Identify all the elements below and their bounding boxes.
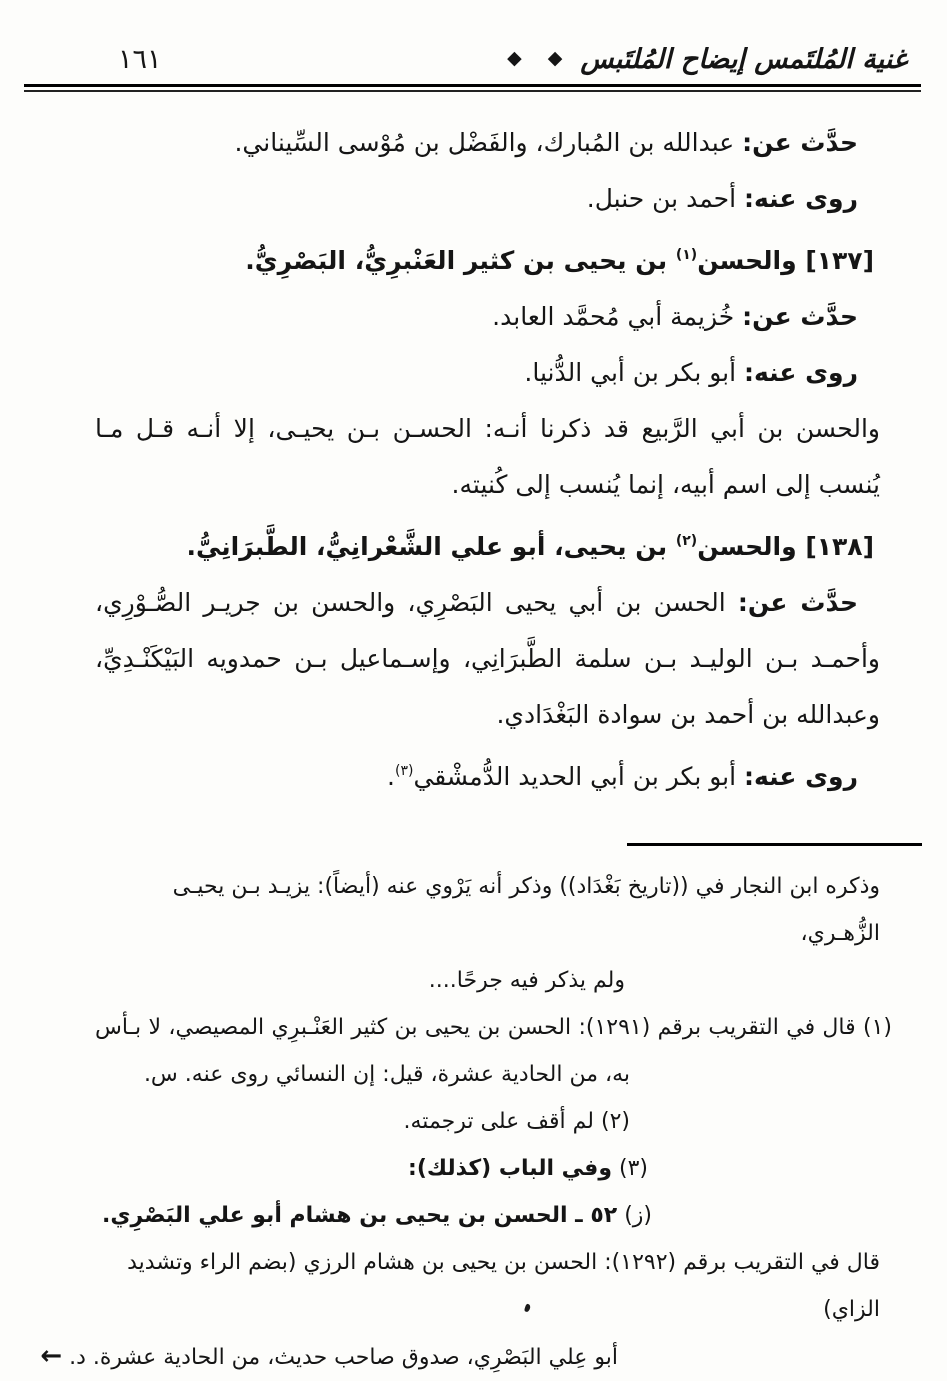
haddatha-label: حدَّث عن: [742, 302, 858, 331]
footnote-ref-2: (٢) [675, 533, 698, 549]
diamond-ornament-icon: ◆ ◆ [507, 46, 573, 69]
rawa-label: روى عنه: [744, 358, 858, 387]
haddatha-label: حدَّث عن: [742, 128, 858, 157]
teachers-line: وأحمـد بـن الوليـد بـن سلمة الطَّبرَانِي، وإسـماعيل بـن حمدويه البَيْكَنْـدِيِّ، [95, 644, 880, 673]
running-title-group [507, 44, 907, 75]
entry-138-nisba: بن يحيى، أبو علي الشَّعْرانِيُّ، الطَّبرَانِيُّ. [186, 532, 676, 561]
continuation-arrow-icon: ← [40, 1341, 63, 1371]
footnote-3-cont-text: أبو عِلي البَصْرِي، صدوق صاحب حديث، من الحادية عشرة. د. [62, 1345, 618, 1370]
footnote-3-text: وفي الباب (كذلك): [408, 1156, 612, 1181]
footnote-1-line: به، من الحادية عشرة، قيل: إن النسائي روى عنه. س. [143, 1062, 630, 1087]
footnote-3 [95, 1145, 648, 1192]
main-text [0, 92, 947, 805]
rawa-label: روى عنه: [744, 762, 858, 791]
footnote-1-line: (١) قال في التقريب برقم (١٢٩١): الحسن بن يحيى بن كثير العَنْـبرِي المصيصي، لا بـأس [95, 1015, 892, 1040]
running-title: غنية المُلتَمس إيضاح المُلتَبس [580, 44, 907, 75]
entry-138-name: [١٣٨] والحسن [697, 532, 874, 561]
rawa-line [95, 171, 880, 227]
footnote-cont-line: وذكره ابن النجار في ((تاريخ بَغْدَاد)) وذكر أنه يَرْوي عنه (أيضاً): يزيـد بـن يحيـى الزُّهـري، [172, 874, 880, 946]
footnote-2: (٢) لم أقف على ترجمته. [403, 1109, 630, 1134]
note-paragraph-line: والحسن بن أبي الرَّبيع قد ذكرنا أنـه: الحسـن بـن يحيـى، إلا أنـه قـل مـا [95, 414, 880, 443]
page-header [0, 0, 947, 75]
footnote-3-cont-line: قال في التقريب برقم (١٢٩٢): الحسن بن يحيى بن هشام الرزي (بضم الراء وتشديد الزاي) [127, 1250, 880, 1322]
rawa-text: أبو بكر بن أبي الحديد الدُّمشْقي [413, 762, 744, 791]
footnotes-block [0, 846, 947, 1381]
rawa-line [95, 743, 880, 805]
footnote-3-cont-line [40, 1333, 618, 1381]
rawa-line [95, 345, 880, 401]
entry-137-heading [95, 227, 880, 289]
footnote-ref-3: (٣) [394, 763, 414, 779]
header-double-rule [24, 84, 921, 92]
entry-138-heading [95, 513, 880, 575]
haddatha-text: عبدالله بن المُبارك، والفَضْل بن مُوْسى السِّيناني. [234, 128, 743, 157]
entry-137-name: [١٣٧] والحسن [697, 246, 874, 275]
haddatha-line [95, 289, 880, 345]
footnote-3-item-letter: (ز) [617, 1203, 652, 1228]
haddatha-line [95, 115, 880, 171]
haddatha-line [95, 575, 880, 631]
entry-137-nisba: بن يحيى بن كثير العَنْبرِيُّ، البَصْرِيُّ. [245, 246, 676, 275]
haddatha-label: حدَّث عن: [737, 588, 859, 617]
page-number: ١٦١ [118, 44, 162, 75]
haddatha-text: خُزيمة أبي مُحمَّد العابد. [492, 302, 743, 331]
footnote-ref-1: (١) [675, 247, 698, 263]
footnote-3-item [95, 1192, 652, 1239]
haddatha-text: الحسن بن أبي يحيى البَصْرِي، والحسن بن جريـر الصُّـوْرِي، [95, 588, 738, 617]
footnote-3-item-name: ٥٢ ـ الحسن بن يحيى بن هشام أبو علي البَصْرِي. [102, 1203, 618, 1228]
note-paragraph-line: يُنسب إلى اسم أبيه، إنما يُنسب إلى كُنيته. [451, 470, 880, 499]
teachers-line: وعبدالله بن أحمد بن سوادة البَغْدَادي. [496, 700, 880, 729]
rawa-text: أبو بكر بن أبي الدُّنيا. [524, 358, 744, 387]
footnote-cont-line: ولم يذكر فيه جرحًا.... [428, 968, 625, 993]
rawa-text-period: . [387, 762, 395, 791]
footnote-3-number: (٣) [612, 1156, 648, 1181]
rawa-label: روى عنه: [744, 184, 858, 213]
rawa-text: أحمد بن حنبل. [586, 184, 744, 213]
